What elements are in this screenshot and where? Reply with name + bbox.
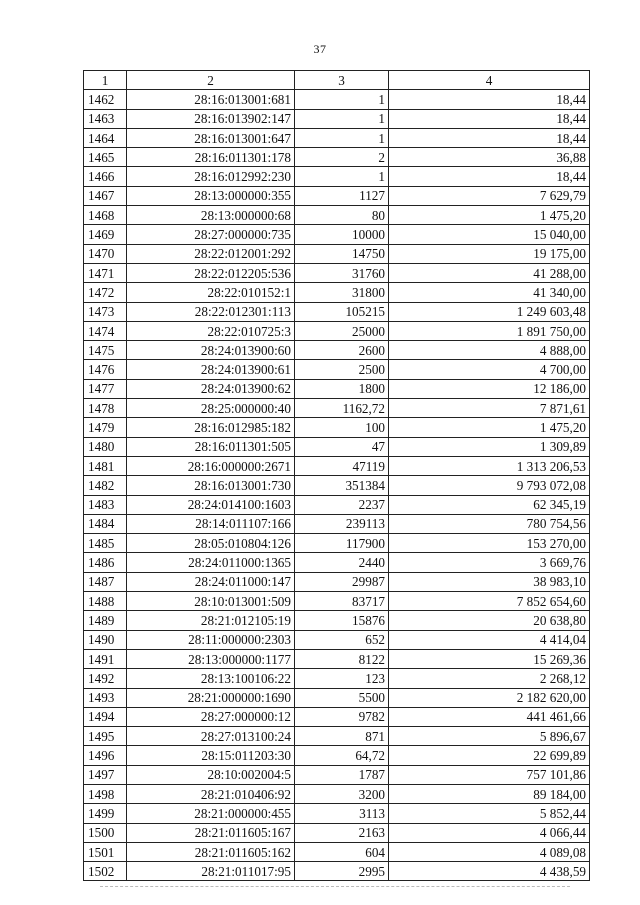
cadastral-value: 2 182 620,00 [389,688,590,707]
table-row [84,321,590,340]
cadastral-number: 28:24:011000:147 [127,572,295,591]
area-value: 47119 [295,456,389,475]
cadastral-value: 1 475,20 [389,206,590,225]
header-col-1: 1 [84,71,127,90]
table-row [84,823,590,842]
cadastral-value: 4 438,59 [389,862,590,881]
area-value: 2500 [295,360,389,379]
table-row [84,341,590,360]
row-number: 1488 [84,592,127,611]
row-number: 1479 [84,418,127,437]
table-row [84,148,590,167]
area-value: 239113 [295,514,389,533]
row-number: 1490 [84,630,127,649]
row-number: 1465 [84,148,127,167]
header-col-4: 4 [389,71,590,90]
area-value: 3113 [295,804,389,823]
table-row [84,669,590,688]
area-value: 25000 [295,321,389,340]
cadastral-number: 28:27:013100:24 [127,727,295,746]
cadastral-number: 28:24:013900:61 [127,360,295,379]
table-row [84,437,590,456]
area-value: 15876 [295,611,389,630]
row-number: 1483 [84,495,127,514]
cadastral-value: 5 852,44 [389,804,590,823]
row-number: 1482 [84,476,127,495]
cadastral-number: 28:21:010406:92 [127,784,295,803]
table-row [84,534,590,553]
cadastral-number: 28:22:012301:113 [127,302,295,321]
area-value: 31760 [295,263,389,282]
table-row [84,399,590,418]
area-value: 1 [295,128,389,147]
row-number: 1462 [84,90,127,109]
cadastral-number: 28:27:000000:12 [127,707,295,726]
cadastral-number: 28:24:011000:1365 [127,553,295,572]
cadastral-number: 28:10:002004:5 [127,765,295,784]
cadastral-value: 38 983,10 [389,572,590,591]
cadastral-number: 28:24:014100:1603 [127,495,295,514]
row-number: 1481 [84,456,127,475]
area-value: 2600 [295,341,389,360]
cadastral-number: 28:15:011203:30 [127,746,295,765]
table-row [84,707,590,726]
cadastral-value: 20 638,80 [389,611,590,630]
cadastral-value: 5 896,67 [389,727,590,746]
row-number: 1502 [84,862,127,881]
area-value: 64,72 [295,746,389,765]
row-number: 1480 [84,437,127,456]
row-number: 1468 [84,206,127,225]
table-row [84,630,590,649]
area-value: 2440 [295,553,389,572]
cadastral-number: 28:13:000000:355 [127,186,295,205]
area-value: 8122 [295,649,389,668]
cadastral-number: 28:05:010804:126 [127,534,295,553]
cadastral-number: 28:24:013900:62 [127,379,295,398]
table-row [84,206,590,225]
table-row [84,263,590,282]
cadastral-value: 441 461,66 [389,707,590,726]
row-number: 1497 [84,765,127,784]
table-row [84,186,590,205]
cadastral-value: 19 175,00 [389,244,590,263]
row-number: 1466 [84,167,127,186]
row-number: 1499 [84,804,127,823]
header-col-3: 3 [295,71,389,90]
row-number: 1489 [84,611,127,630]
cadastral-number: 28:21:000000:1690 [127,688,295,707]
area-value: 83717 [295,592,389,611]
cadastral-number: 28:16:013902:147 [127,109,295,128]
area-value: 351384 [295,476,389,495]
table-row [84,244,590,263]
cadastral-value: 1 891 750,00 [389,321,590,340]
cadastral-value-table [83,70,590,881]
cadastral-value: 41 288,00 [389,263,590,282]
table-row [84,456,590,475]
table-row [84,592,590,611]
area-value: 1162,72 [295,399,389,418]
header-row [84,71,590,90]
area-value: 652 [295,630,389,649]
cadastral-value: 18,44 [389,90,590,109]
row-number: 1473 [84,302,127,321]
cadastral-number: 28:16:013001:730 [127,476,295,495]
cadastral-value: 9 793 072,08 [389,476,590,495]
cadastral-number: 28:21:011017:95 [127,862,295,881]
area-value: 29987 [295,572,389,591]
area-value: 10000 [295,225,389,244]
cadastral-number: 28:21:011605:162 [127,842,295,861]
cadastral-value: 780 754,56 [389,514,590,533]
table-row [84,514,590,533]
cadastral-value: 18,44 [389,128,590,147]
cadastral-number: 28:16:000000:2671 [127,456,295,475]
cadastral-number: 28:21:012105:19 [127,611,295,630]
area-value: 117900 [295,534,389,553]
row-number: 1471 [84,263,127,282]
cadastral-value: 153 270,00 [389,534,590,553]
table-row [84,476,590,495]
area-value: 2163 [295,823,389,842]
row-number: 1498 [84,784,127,803]
table-row [84,90,590,109]
table-row [84,495,590,514]
cadastral-number: 28:24:013900:60 [127,341,295,360]
row-number: 1484 [84,514,127,533]
cadastral-number: 28:10:013001:509 [127,592,295,611]
cadastral-number: 28:16:012985:182 [127,418,295,437]
cadastral-number: 28:16:013001:681 [127,90,295,109]
area-value: 123 [295,669,389,688]
row-number: 1472 [84,283,127,302]
area-value: 47 [295,437,389,456]
row-number: 1486 [84,553,127,572]
cadastral-value: 62 345,19 [389,495,590,514]
cadastral-value: 1 475,20 [389,418,590,437]
row-number: 1464 [84,128,127,147]
area-value: 2237 [295,495,389,514]
cadastral-value: 36,88 [389,148,590,167]
area-value: 80 [295,206,389,225]
cadastral-number: 28:22:012001:292 [127,244,295,263]
row-number: 1477 [84,379,127,398]
table-row [84,862,590,881]
cadastral-number: 28:22:010725:3 [127,321,295,340]
table-row [84,727,590,746]
cadastral-value: 4 700,00 [389,360,590,379]
cadastral-value: 3 669,76 [389,553,590,572]
row-number: 1493 [84,688,127,707]
row-number: 1475 [84,341,127,360]
area-value: 1800 [295,379,389,398]
area-value: 5500 [295,688,389,707]
table-row [84,688,590,707]
area-value: 31800 [295,283,389,302]
cadastral-value: 1 309,89 [389,437,590,456]
cadastral-number: 28:13:000000:68 [127,206,295,225]
area-value: 871 [295,727,389,746]
cadastral-number: 28:21:000000:455 [127,804,295,823]
cadastral-value: 1 313 206,53 [389,456,590,475]
cadastral-number: 28:14:011107:166 [127,514,295,533]
area-value: 1 [295,90,389,109]
cadastral-value: 89 184,00 [389,784,590,803]
row-number: 1491 [84,649,127,668]
table-row [84,842,590,861]
cadastral-value: 4 089,08 [389,842,590,861]
area-value: 604 [295,842,389,861]
page-number: 37 [313,42,327,56]
cadastral-value: 7 629,79 [389,186,590,205]
area-value: 14750 [295,244,389,263]
table-row [84,804,590,823]
cadastral-value: 7 852 654,60 [389,592,590,611]
row-number: 1494 [84,707,127,726]
area-value: 1787 [295,765,389,784]
cadastral-number: 28:22:010152:1 [127,283,295,302]
table-row [84,379,590,398]
table-row [84,765,590,784]
table-row [84,553,590,572]
cadastral-number: 28:16:011301:178 [127,148,295,167]
row-number: 1474 [84,321,127,340]
table-row [84,283,590,302]
table-row [84,611,590,630]
row-number: 1469 [84,225,127,244]
cadastral-value: 7 871,61 [389,399,590,418]
cadastral-value: 12 186,00 [389,379,590,398]
table-row [84,109,590,128]
row-number: 1476 [84,360,127,379]
cadastral-value: 757 101,86 [389,765,590,784]
cadastral-value: 22 699,89 [389,746,590,765]
row-number: 1496 [84,746,127,765]
cadastral-value: 15 040,00 [389,225,590,244]
row-number: 1467 [84,186,127,205]
cadastral-value: 4 888,00 [389,341,590,360]
cadastral-number: 28:27:000000:735 [127,225,295,244]
row-number: 1487 [84,572,127,591]
row-number: 1492 [84,669,127,688]
cadastral-value: 4 066,44 [389,823,590,842]
row-number: 1463 [84,109,127,128]
area-value: 100 [295,418,389,437]
table-header [84,71,590,90]
cadastral-value: 2 268,12 [389,669,590,688]
cadastral-value: 4 414,04 [389,630,590,649]
row-number: 1478 [84,399,127,418]
table-row [84,572,590,591]
cadastral-number: 28:16:013001:647 [127,128,295,147]
area-value: 1127 [295,186,389,205]
cadastral-value: 41 340,00 [389,283,590,302]
cadastral-number: 28:13:000000:1177 [127,649,295,668]
table-row [84,746,590,765]
table-body [84,90,590,881]
cadastral-number: 28:22:012205:536 [127,263,295,282]
area-value: 9782 [295,707,389,726]
table-row [84,784,590,803]
area-value: 2995 [295,862,389,881]
cadastral-value: 18,44 [389,167,590,186]
cadastral-number: 28:16:012992:230 [127,167,295,186]
table-row [84,128,590,147]
area-value: 2 [295,148,389,167]
cadastral-number: 28:16:011301:505 [127,437,295,456]
table-row [84,167,590,186]
area-value: 1 [295,109,389,128]
area-value: 1 [295,167,389,186]
row-number: 1485 [84,534,127,553]
cadastral-value: 1 249 603,48 [389,302,590,321]
table-row [84,360,590,379]
area-value: 105215 [295,302,389,321]
table-row [84,225,590,244]
cadastral-number: 28:21:011605:167 [127,823,295,842]
cadastral-number: 28:11:000000:2303 [127,630,295,649]
table-row [84,418,590,437]
row-number: 1470 [84,244,127,263]
cadastral-number: 28:25:000000:40 [127,399,295,418]
cadastral-value: 18,44 [389,109,590,128]
row-number: 1500 [84,823,127,842]
row-number: 1495 [84,727,127,746]
header-col-2: 2 [127,71,295,90]
area-value: 3200 [295,784,389,803]
cadastral-value: 15 269,36 [389,649,590,668]
cadastral-number: 28:13:100106:22 [127,669,295,688]
table-row [84,649,590,668]
row-number: 1501 [84,842,127,861]
footer-divider [100,886,570,887]
table-row [84,302,590,321]
